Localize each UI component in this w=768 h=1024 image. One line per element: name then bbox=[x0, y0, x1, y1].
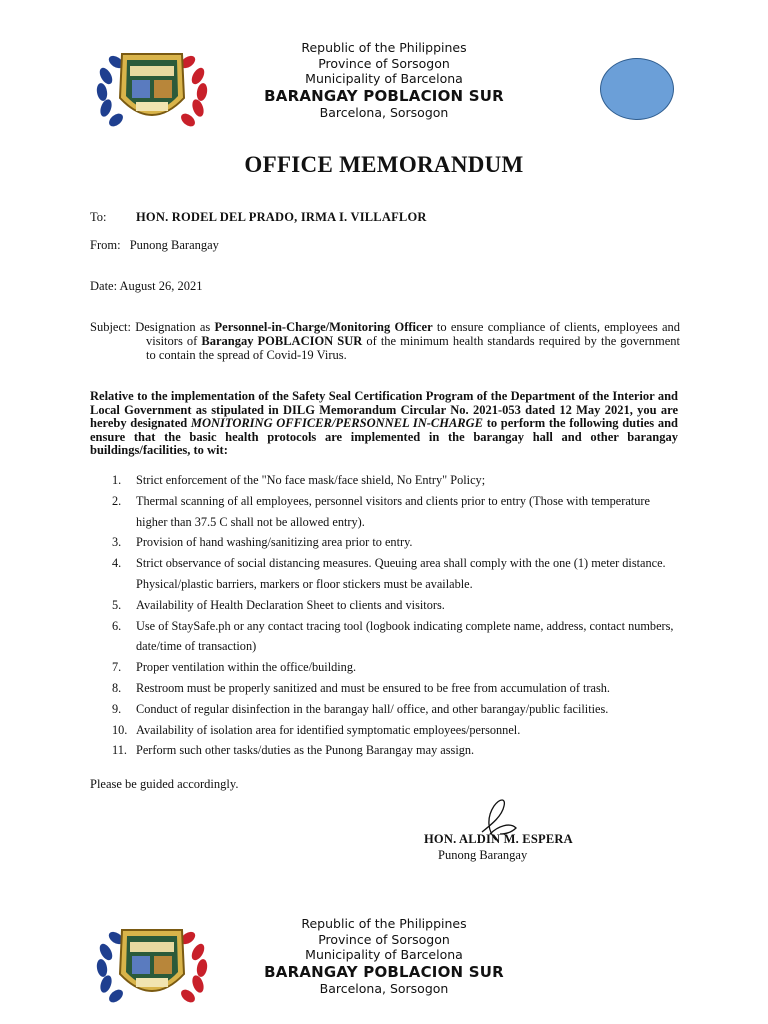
body-text: to perform the following duties and ensure that the basic health protocols are implemented in the barangay hall and other barangay buildings/facilities, to wit: bbox=[90, 416, 678, 458]
duty-number: 2. bbox=[112, 493, 122, 508]
duty-item bbox=[112, 595, 682, 616]
duty-number: 7. bbox=[112, 660, 122, 675]
duty-item bbox=[112, 678, 682, 699]
duty-text: Strict observance of social distancing measures. Queuing area shall comply with the one (1) meter distance. Physical/plastic barriers, markers or floor stickers must be available. bbox=[136, 556, 666, 591]
duty-text: Use of StaySafe.ph or any contact tracing tool (logbook indicating complete name, address, contact numbers, date/time of transaction) bbox=[136, 618, 674, 654]
letterhead-text bbox=[234, 916, 534, 996]
barangay-name: BARANGAY POBLACION SUR bbox=[264, 962, 504, 981]
date-label: Date: bbox=[90, 279, 118, 293]
duty-number: 1. bbox=[112, 473, 122, 487]
body-paragraph bbox=[90, 390, 678, 458]
duty-text: Proper ventilation within the office/building. bbox=[136, 660, 357, 675]
duty-item bbox=[112, 491, 682, 533]
duty-text: Restroom must be properly sanitized and must be ensured to be free from accumulation of trash. bbox=[136, 680, 610, 695]
date-row bbox=[90, 279, 203, 294]
to-label: To: bbox=[90, 210, 107, 224]
duty-number: 11. bbox=[112, 743, 127, 758]
subject-text: to ensure compliance of clients, employees and visitors of bbox=[146, 320, 680, 348]
subject-barangay: Barangay POBLACION SUR bbox=[201, 334, 363, 348]
province-line: Province of Sorsogon bbox=[318, 931, 450, 947]
date-value: August 26, 2021 bbox=[119, 279, 203, 293]
duty-number: 4. bbox=[112, 556, 122, 571]
duty-item bbox=[112, 532, 682, 553]
duty-number: 9. bbox=[112, 701, 122, 716]
barangay-seal-icon bbox=[92, 912, 212, 1008]
photo-oval bbox=[600, 58, 674, 120]
letterhead-text bbox=[234, 40, 534, 120]
duty-number: 3. bbox=[112, 535, 122, 550]
barangay-seal-icon bbox=[92, 36, 212, 132]
duty-number: 6. bbox=[112, 618, 122, 633]
letterhead-bottom bbox=[0, 912, 768, 1012]
signatory-name: HON. ALDIN M. ESPERA bbox=[424, 832, 573, 846]
subject-label: Subject: bbox=[90, 320, 131, 334]
municipality-line: Municipality of Barcelona bbox=[305, 947, 463, 963]
subject-designation: Personnel-in-Charge/Monitoring Officer bbox=[214, 320, 433, 334]
province-line: Province of Sorsogon bbox=[318, 55, 450, 71]
closing-line: Please be guided accordingly. bbox=[90, 777, 239, 791]
duty-item bbox=[112, 553, 682, 595]
memo-title: OFFICE MEMORANDUM bbox=[244, 152, 524, 177]
duty-item bbox=[112, 720, 682, 741]
republic-line: Republic of the Philippines bbox=[301, 916, 467, 931]
from-row bbox=[90, 238, 219, 253]
duty-number: 8. bbox=[112, 680, 122, 695]
from-value: Punong Barangay bbox=[129, 238, 219, 252]
duty-text: Strict enforcement of the "No face mask/face shield, No Entry" Policy; bbox=[136, 473, 486, 487]
republic-line: Republic of the Philippines bbox=[301, 40, 467, 55]
duty-text: Thermal scanning of all employees, personnel visitors and clients prior to entry (Those with temperature higher than 37.5 C shall not be allowed entry). bbox=[136, 493, 650, 529]
duty-item bbox=[112, 699, 682, 720]
duty-item bbox=[112, 740, 682, 761]
to-value: HON. RODEL DEL PRADO, IRMA I. VILLAFLOR bbox=[136, 210, 427, 224]
duty-text: Provision of hand washing/sanitizing area prior to entry. bbox=[136, 535, 413, 550]
duty-item bbox=[112, 657, 682, 678]
subject-text: of the minimum health standards required by the government to contain the spread of Covid-19 Virus. bbox=[146, 334, 681, 362]
duties-list bbox=[112, 470, 682, 761]
to-row bbox=[90, 210, 107, 225]
location-line: Barcelona, Sorsogon bbox=[319, 104, 449, 120]
duty-item bbox=[112, 470, 682, 491]
from-label: From: bbox=[90, 238, 121, 252]
duty-number: 10. bbox=[112, 722, 128, 737]
signature-block bbox=[422, 794, 622, 864]
signatory-title: Punong Barangay bbox=[438, 848, 528, 862]
duty-item bbox=[112, 616, 682, 658]
letterhead-top bbox=[0, 36, 768, 136]
duty-text: Perform such other tasks/duties as the Punong Barangay may assign. bbox=[136, 743, 475, 758]
subject-text: Designation as bbox=[135, 320, 215, 334]
municipality-line: Municipality of Barcelona bbox=[305, 71, 463, 87]
location-line: Barcelona, Sorsogon bbox=[319, 980, 449, 996]
body-designation: MONITORING OFFICER/PERSONNEL IN-CHARGE bbox=[190, 416, 484, 431]
duty-number: 5. bbox=[112, 597, 122, 612]
duty-text: Availability of Health Declaration Sheet to clients and visitors. bbox=[136, 597, 445, 612]
barangay-name: BARANGAY POBLACION SUR bbox=[264, 86, 504, 105]
body-text: Relative to the implementation of the Safety Seal Certification Program of the Department of the Interior and Local Government as stipulated in DILG Memorandum Circular No. 2021-053 dated 12 May 2021, you are hereby designated bbox=[90, 389, 678, 431]
duty-text: Availability of isolation area for identified symptomatic employees/personnel. bbox=[136, 722, 521, 737]
duty-text: Conduct of regular disinfection in the barangay hall/ office, and other barangay/public facilities. bbox=[136, 701, 609, 716]
subject-block bbox=[90, 320, 680, 362]
